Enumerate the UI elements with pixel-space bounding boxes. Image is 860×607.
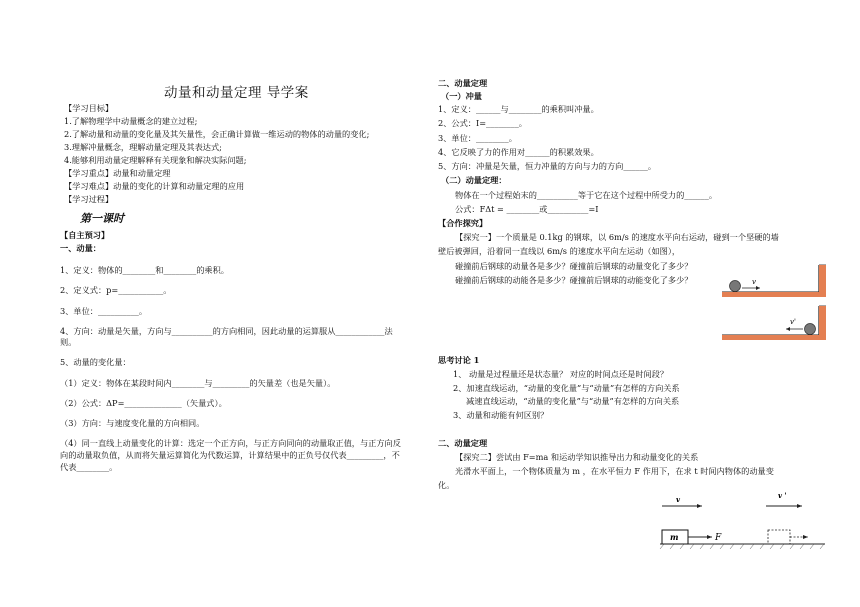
figure-2-final-velocity-label: v ' bbox=[778, 491, 787, 500]
inquiry-1-question-2: 碰撞前后钢球的动能各是多少？碰撞前后钢球的动能变化了多少？ bbox=[455, 275, 693, 285]
learning-difficulty: 【学习难点】动量的变化的计算和动量定理的应用 bbox=[64, 181, 245, 191]
figure-1-rebound-velocity-label: v' bbox=[790, 318, 796, 326]
momentum-change-definition: （1）定义：物体在某段时间内________与_________的矢量差（也是矢量）。 bbox=[60, 378, 336, 388]
momentum-change-calc: （4）同一直线上动量变化的计算：选定一个正方向，与正方向同向的动量取正值，与正方向反 bbox=[60, 438, 401, 448]
self-preview-heading: 【自主预习】 bbox=[60, 230, 110, 240]
figure-2-initial-velocity-label: v bbox=[676, 495, 681, 504]
momentum-change-direction: （3）方向：与速度变化量的方向相同。 bbox=[60, 418, 205, 428]
inquiry-1-line-2: 壁后被弹回，沿着同一直线以 6m/s 的速度水平向左运动（如图）， bbox=[438, 246, 681, 256]
inquiry-2-line-3: 化。 bbox=[438, 480, 455, 490]
theorem-formula: 公式：FΔt = ________或__________=I bbox=[455, 204, 599, 214]
learning-focus: 【学习重点】动量和动量定理 bbox=[64, 168, 171, 178]
momentum-direction: 4、方向：动量是矢量，方向与__________的方向相同，因此动量的运算服从____________法 bbox=[60, 326, 393, 336]
impulse-formula: 2、公式：I=________。 bbox=[438, 118, 527, 128]
section-theorem-heading-2: 二、动量定理 bbox=[438, 438, 488, 448]
inquiry-1-question-1: 碰撞前后钢球的动量各是多少？碰撞前后钢球的动量变化了多少？ bbox=[455, 261, 693, 271]
theorem-heading: （二）动量定理： bbox=[441, 175, 507, 185]
inquiry-2-line-2: 光滑水平面上，一个物体质量为 m ，在水平恒力 F 作用下，在求 t 时间内物体的动量变 bbox=[455, 466, 774, 476]
goal-3: 3.理解冲量概念，理解动量定理及其表达式; bbox=[64, 142, 222, 152]
discussion-heading: 思考讨论 1 bbox=[438, 355, 480, 365]
momentum-change-heading: 5、动量的变化量： bbox=[60, 357, 131, 367]
section-theorem-heading: 二、动量定理 bbox=[438, 78, 488, 88]
inquiry-2-line-1: 【探究二】尝试由 F=ma 和运动学知识推导出力和动量变化的关系 bbox=[455, 452, 699, 462]
impulse-effect: 4、它反映了力的作用对______的积累效果。 bbox=[438, 147, 599, 157]
discussion-question-3: 3、动量和动能有何区别？ bbox=[453, 410, 549, 420]
goals-header: 【学习目标】 bbox=[64, 103, 114, 113]
momentum-change-formula: （2）公式：ΔP=______________（矢量式）。 bbox=[60, 398, 227, 408]
ball-wall-figure bbox=[722, 262, 828, 344]
impulse-definition: 1、定义：______与________的乘积叫冲量。 bbox=[438, 104, 599, 114]
theorem-statement: 物体在一个过程始末的__________等于它在这个过程中所受力的______。 bbox=[455, 190, 718, 200]
inquiry-1-line-1: 【探究一】一个质量是 0.1kg 的钢球，以 6m/s 的速度水平向右运动，碰到一个坚硬的墙 bbox=[455, 232, 779, 242]
momentum-definition: 1、定义：物体的________和________的乘积。 bbox=[60, 265, 229, 275]
momentum-unit: 3、单位：__________。 bbox=[60, 306, 148, 316]
momentum-direction-cont: 则。 bbox=[60, 337, 77, 347]
impulse-heading: （一）冲量 bbox=[441, 91, 482, 101]
learning-process: 【学习过程】 bbox=[64, 194, 114, 204]
goal-2: 2.了解动量和动量的变化量及其矢量性，会正确计算做一维运动的物体的动量的变化; bbox=[64, 129, 370, 139]
block-force-figure bbox=[660, 488, 830, 552]
lesson-heading: 第一课时 bbox=[80, 212, 124, 225]
momentum-change-calc-3: 代表________。 bbox=[60, 462, 118, 472]
goal-4: 4.能够利用动量定理解释有关现象和解决实际问题; bbox=[64, 155, 247, 165]
impulse-unit: 3、单位：________。 bbox=[438, 133, 517, 143]
discussion-question-2: 2、加速直线运动，“动量的变化量”与“动量”有怎样的方向关系 bbox=[453, 383, 680, 393]
cooperative-inquiry-heading: 【合作探究】 bbox=[438, 218, 488, 228]
section-momentum-heading: 一、动量： bbox=[60, 243, 101, 253]
momentum-change-calc-2: 向的动量取负值，从而将矢量运算简化为代数运算，计算结果中的正负号仅代表_________，不 bbox=[60, 450, 400, 460]
figure-2-force-label: F bbox=[715, 533, 722, 543]
momentum-formula: 2、定义式：p=___________。 bbox=[60, 285, 172, 295]
figure-1-velocity-label: v bbox=[752, 278, 756, 286]
discussion-question-1: 1、 动量是过程量还是状态量？ 对应的时间点还是时间段？ bbox=[453, 369, 669, 379]
figure-2-mass-label: m bbox=[670, 532, 679, 542]
page-title: 动量和动量定理 导学案 bbox=[164, 85, 309, 101]
discussion-question-2b: 减速直线运动，“动量的变化量”与“动量”有怎样的方向关系 bbox=[466, 396, 680, 406]
goal-1: 1.了解物理学中动量概念的建立过程; bbox=[64, 116, 198, 126]
impulse-direction: 5、方向：冲量是矢量，恒力冲量的方向与力的方向______。 bbox=[438, 161, 657, 171]
